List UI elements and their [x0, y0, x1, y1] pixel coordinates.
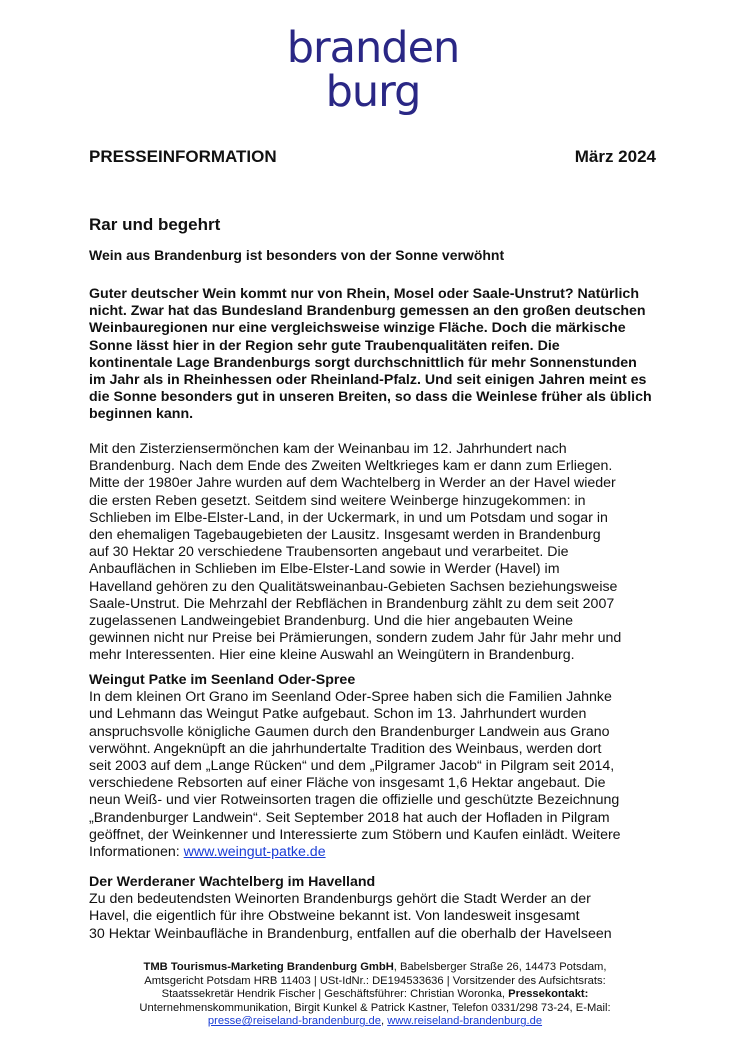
press-contact-label: Pressekontakt: — [508, 988, 589, 1001]
text-line: seit 2003 auf dem „Lange Rücken“ und dem „Pilgramer Jacob“ in Pilgram seit 2014, — [89, 758, 615, 775]
text-line: Anbauflächen in Schlieben im Elbe-Elster-Land sowie in Werder (Havel) im — [89, 561, 560, 578]
page-title: Rar und begehrt — [89, 215, 221, 234]
text-line: Guter deutscher Wein kommt nur von Rhein, Mosel oder Saale-Unstrut? Natürlich — [89, 286, 639, 302]
management-info: Staatssekretär Hendrik Fischer | Geschäftsführer: Christian Woronka, — [161, 988, 509, 1001]
text-line: mehr Interessenten. Hier eine kleine Auswahl an Weingütern in Brandenburg. — [89, 647, 575, 664]
text-line: Mitte der 1980er Jahre wurden auf dem Wachtelberg in Werder an der Havel wieder — [89, 475, 616, 492]
section-patke — [89, 672, 669, 861]
text-line: beginnen kann. — [89, 406, 194, 423]
text-line: die ersten Reben gesetzt. Seitdem sind weitere Weinberge hinzugekommen: in — [89, 492, 586, 509]
date: März 2024 — [574, 147, 656, 166]
text-line: auf 30 Hektar 20 verschiedene Traubensorten angebaut und verarbeitet. Die — [89, 544, 569, 561]
website-link[interactable]: www.reiseland-brandenburg.de — [387, 1015, 543, 1028]
separator: , — [380, 1015, 388, 1028]
text-line: den ehemaligen Tagebaugebieten der Lausitz. Insgesamt werden in Brandenburg — [89, 527, 601, 544]
text-line: Zu den bedeutendsten Weinorten Brandenburgs gehört die Stadt Werder an der — [89, 891, 591, 908]
footer — [80, 961, 670, 1029]
logo-line-1: branden — [286, 23, 460, 73]
registry-info: Amtsgericht Potsdam HRB 11403 | USt-IdNr.: DE194533636 | Vorsitzender des Aufsichtsrats: — [144, 974, 606, 987]
email-link[interactable]: presse@reiseland-brandenburg.de — [207, 1015, 381, 1028]
section-text — [89, 891, 669, 943]
text-line: und Lehmann das Weingut Patke aufgebaut. Schon im 13. Jahrhundert wurden — [89, 706, 587, 723]
text-line: gewinnen nicht nur Preise bei Prämierungen, sondern zudem Jahr für Jahr mehr und — [89, 630, 622, 647]
document-header — [89, 147, 656, 167]
brandenburg-logo — [278, 23, 468, 117]
section-wachtelberg — [89, 874, 669, 943]
text-line: In dem kleinen Ort Grano im Seenland Oder-Spree haben sich die Familien Jahnke — [89, 689, 612, 706]
text-line: die Sonne besonders gut in unseren Breiten, so dass die Weinlese früher als üblich — [89, 389, 652, 406]
text-line: im Jahr als in Rheinhessen oder Rheinland-Pfalz. Und seit einigen Jahren meint es — [89, 372, 647, 389]
text-line: neun Weiß- und vier Rotweinsorten tragen die offizielle und geschützte Bezeichnung — [89, 792, 620, 809]
text: Informationen: — [89, 844, 184, 861]
text-line: 30 Hektar Weinbaufläche in Brandenburg, entfallen auf die oberhalb der Havelseen — [89, 925, 612, 942]
company-name: TMB Tourismus-Marketing Brandenburg GmbH — [143, 961, 394, 973]
address: , Babelsberger Straße 26, 14473 Potsdam, — [393, 961, 607, 973]
body-paragraph — [89, 441, 669, 665]
text-line: Mit den Zisterziensermönchen kam der Weinanbau im 12. Jahrhundert nach — [89, 441, 567, 457]
intro-paragraph — [89, 286, 669, 424]
text-line: geöffnet, der Weinkenner und Interessierte zum Stöbern und Kaufen einlädt. Weitere — [89, 826, 621, 843]
section-text — [89, 689, 669, 844]
section-heading: Weingut Patke im Seenland Oder-Spree — [89, 672, 356, 688]
text-line: zugelassenen Landweingebiet Brandenburg. Und die hier angebauten Weine — [89, 613, 574, 630]
text-line: Schlieben im Elbe-Elster-Land, in der Uckermark, in und um Potsdam und sogar in — [89, 509, 608, 526]
text-line: Havelland gehören zu den Qualitätsweinanbau-Gebieten Sachsen beziehungsweise — [89, 578, 618, 595]
text-line: Weinbauregionen nur eine vergleichsweise winzige Fläche. Doch die märkische — [89, 320, 626, 337]
weingut-patke-link[interactable]: www.weingut-patke.de — [183, 844, 326, 861]
text-line: kontinentale Lage Brandenburgs sorgt durchschnittlich für mehr Sonnenstunden — [89, 354, 637, 371]
contact-info: Unternehmenskommunikation, Birgit Kunkel & Patrick Kastner, Telefon 0331/298 73-24, E-Mail: — [139, 1001, 611, 1014]
subtitle: Wein aus Brandenburg ist besonders von der Sonne verwöhnt — [89, 247, 505, 263]
text-line: verschiedene Rebsorten auf einer Fläche von insgesamt 1,6 Hektar angebaut. Die — [89, 775, 606, 792]
press-label: PRESSEINFORMATION — [89, 147, 277, 166]
text-line: „Brandenburger Landwein“. Seit September 2018 hat auch der Hofladen in Pilgram — [89, 809, 610, 826]
text-line: Havel, die eigentlich für ihre Obstweine bekannt ist. Von landesweit insgesamt — [89, 908, 580, 925]
text-line: Brandenburg. Nach dem Ende des Zweiten Weltkrieges kam er dann zum Erliegen. — [89, 458, 613, 475]
text-line: Sonne lässt hier in der Region sehr gute Traubenqualitäten reifen. Die — [89, 337, 560, 354]
text-line: anspruchsvolle königliche Gaumen durch den Brandenburger Landwein aus Grano — [89, 723, 610, 740]
text-line: verwöhnt. Angeknüpft an die jahrhundertalte Tradition des Weinbaus, werden dort — [89, 740, 602, 757]
section-heading: Der Werderaner Wachtelberg im Havelland — [89, 874, 376, 890]
section-last-line — [89, 844, 669, 861]
text-line: nicht. Zwar hat das Bundesland Brandenburg gemessen an den großen deutschen — [89, 303, 646, 320]
logo-line-2: burg — [325, 67, 421, 117]
text-line: Saale-Unstrut. Die Mehrzahl der Rebflächen in Brandenburg zählt zu dem seit 2007 — [89, 595, 615, 612]
